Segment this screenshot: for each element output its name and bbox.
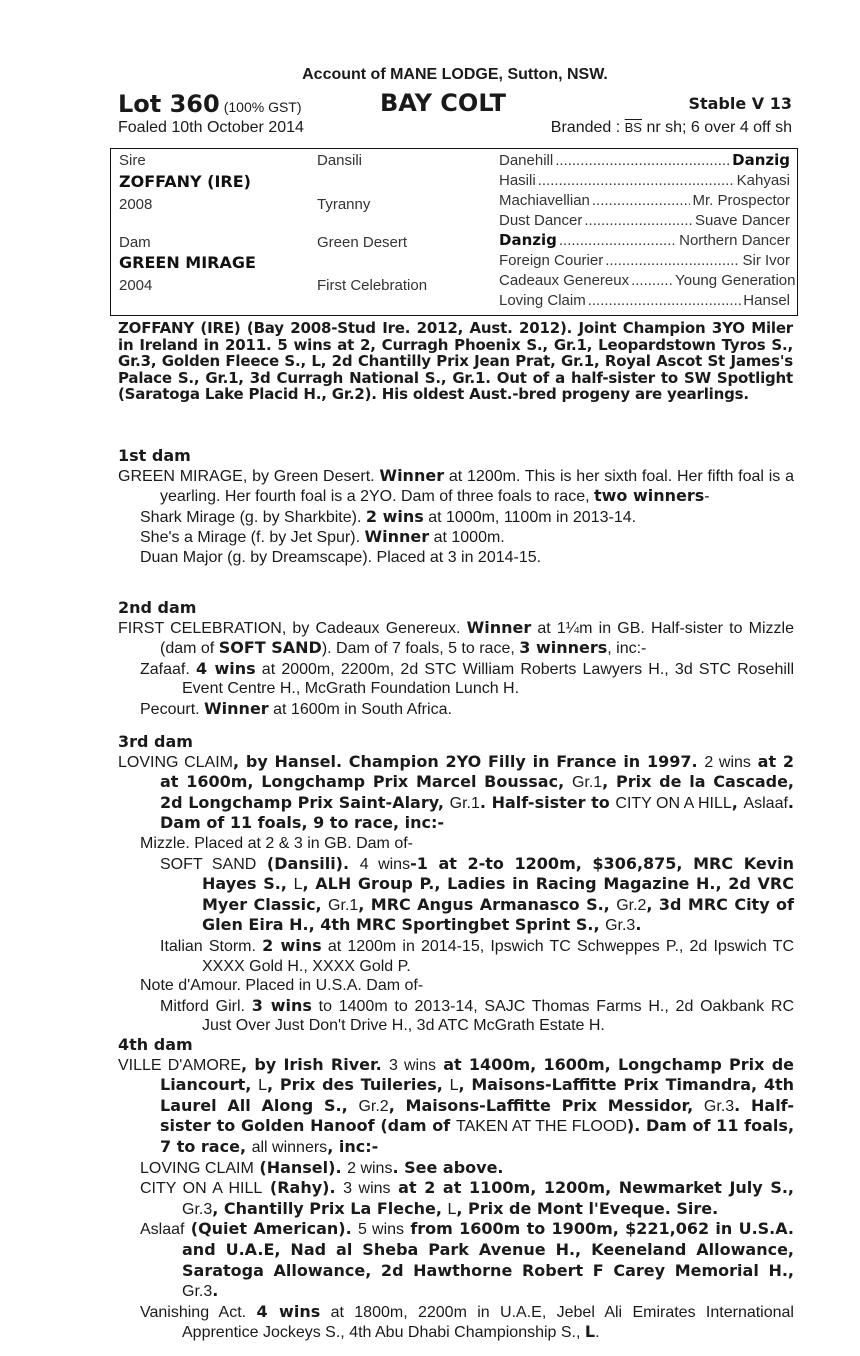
ancestor-row: [499, 271, 796, 290]
ancestor-row: [499, 291, 790, 310]
ancestor-row: [499, 191, 790, 210]
bold-segment: .: [212, 1281, 219, 1301]
ancestor-right: Mr. Prospector: [692, 192, 790, 209]
leader-dots: [631, 271, 673, 290]
text-segment: LOVING CLAIM: [140, 1159, 254, 1177]
text-segment: at 1000m.: [429, 529, 505, 547]
text-segment: L: [449, 1077, 459, 1095]
text-segment: all winners: [251, 1138, 328, 1156]
text-segment: , inc:-: [607, 640, 647, 658]
fourth-dam-foal-1: [118, 1158, 794, 1179]
text-segment: 3 wins: [388, 1056, 436, 1074]
bold-segment: Winner: [379, 465, 445, 485]
bold-segment: . See above.: [392, 1157, 504, 1177]
text-segment: Gr.2: [358, 1097, 389, 1115]
leader-dots: [588, 291, 742, 310]
bold-segment: , MRC Angus Armanasco S.,: [358, 894, 617, 914]
branded-detail: nr sh; 6 over 4 off sh: [646, 119, 792, 136]
branding: [551, 119, 792, 137]
first-dam-heading: 1st dam: [118, 446, 191, 465]
third-dam-grandfoal-3: [118, 996, 794, 1036]
bold-segment: Winner: [204, 698, 269, 718]
ancestor-left: Hasili: [499, 172, 536, 189]
ancestor-left: Loving Claim: [499, 292, 586, 309]
first-dam-para: [118, 466, 794, 507]
bold-segment: 4 wins: [196, 658, 256, 678]
bold-segment: 3 wins: [251, 995, 312, 1015]
ancestor-row: [499, 171, 790, 190]
bold-segment: . Dam of 11 foals, 9 to race, inc:-: [160, 792, 794, 833]
bold-segment: , Prix des Tuileries,: [267, 1075, 450, 1095]
bold-segment: at 2 at 1600m, Longchamp Prix Marcel Boussac,: [160, 751, 795, 792]
text-segment: Gr.3: [182, 1200, 213, 1218]
text-segment: at 1000m, 1100m in 2013-14.: [423, 508, 637, 526]
text-segment: at 1¼m in GB. Half-sister to Mizzle (dam of: [160, 619, 794, 658]
ancestor-right: Young Generation: [675, 272, 796, 289]
text-segment: 2 wins: [704, 753, 751, 771]
bold-segment: 2 wins: [262, 935, 322, 955]
fourth-dam-foal-3: [118, 1219, 794, 1301]
bold-segment: 2 wins: [365, 506, 424, 526]
text-segment: VILLE D'AMORE: [118, 1056, 241, 1074]
text-segment: Italian Storm.: [160, 937, 263, 955]
text-segment: ). Dam of 7 foals, 5 to race,: [321, 640, 520, 658]
fourth-dam-heading: 4th dam: [118, 1035, 193, 1054]
bold-segment: Winner: [364, 527, 430, 547]
text-segment: CITY ON A HILL: [140, 1180, 263, 1198]
ancestor-left: Dust Dancer: [499, 212, 583, 229]
text-segment: SOFT SAND: [160, 855, 257, 873]
leader-dots: [555, 151, 730, 170]
text-segment: Mitford Girl.: [160, 997, 252, 1015]
text-segment: Pecourt.: [140, 700, 205, 718]
leader-dots: [538, 171, 735, 190]
bold-segment: , ALH Group P., Ladies in Racing Magazine H., 2d VRC Myer Classic,: [202, 874, 794, 914]
bold-segment: at 1400m, 1600m, Longchamp Prix de Liancourt,: [160, 1054, 795, 1095]
ancestor-row: [499, 151, 790, 170]
text-segment: Aslaaf: [140, 1221, 185, 1239]
bold-segment: , Chantilly Prix La Fleche,: [212, 1198, 448, 1218]
ancestor-row: [499, 211, 790, 230]
text-segment: CITY ON A HILL: [615, 794, 732, 812]
bold-segment: from 1600m to 1900m, $221,062 in U.S.A. and U.A.E, Nad al Sheba Park Avenue H., Keeneland Allowance, Saratoga Allowance, 2d Hawthorne Robert F Carey Memorial H.,: [182, 1219, 795, 1280]
text-segment: FIRST CELEBRATION, by Cadeaux Genereux.: [118, 619, 467, 637]
sire-name: ZOFFANY (IRE): [119, 172, 251, 191]
dam-name: GREEN MIRAGE: [119, 253, 256, 272]
sire-summary: ZOFFANY (IRE) (Bay 2008-Stud Ire. 2012, Aust. 2012). Joint Champion 3YO Miler in Ireland in 2011. 5 wins at 2, Curragh Phoenix S., Gr.1, Leopardstown Tyros S., Gr.3, Golden Fleece S., L, 2d Chantilly Prix Jean Prat, Gr.1, Royal Ascot St James's Palace S., Gr.1, 3d Curragh National S., Gr.1. Out of a half-sister to SW Spotlight (Saratoga Lake Placid H., Gr.2). His oldest Aust.-bred progeny are yearlings.: [118, 319, 793, 403]
first-dam-foal-3: Duan Major (g. by Dreamscape). Placed at 3 in 2014-15.: [140, 548, 542, 566]
ancestor-left: Cadeaux Genereux: [499, 272, 630, 289]
bold-segment: , Maisons-Laffitte Prix Timandra, 4th Laurel All Along S.,: [160, 1075, 795, 1115]
bold-segment: , inc:-: [327, 1136, 379, 1156]
text-segment: to 1400m to 2013-14, SAJC Thomas Farms H., 2d Oakbank RC Just Over Just Don't Drive H., 3d ATC McGrath Estate H.: [202, 997, 794, 1035]
text-segment: LOVING CLAIM: [118, 753, 234, 771]
text-segment: GREEN MIRAGE, by Green Desert.: [118, 467, 380, 485]
leader-dots: [605, 251, 740, 270]
text-segment: L: [293, 876, 303, 894]
bold-segment: , 3d MRC City of Glen Eira H., 4th MRC Sportingbet Sprint S.,: [202, 894, 794, 935]
bold-segment: Winner: [466, 617, 532, 637]
first-dam-foal-2: [118, 527, 794, 548]
bold-segment: 3 winners: [519, 638, 608, 658]
bold-segment: , Prix de la Cascade, 2d Longchamp Prix Saint-Alary,: [160, 772, 795, 812]
gst-note: (100% GST): [223, 99, 302, 115]
bold-segment: L: [584, 1322, 596, 1342]
ancestor-row: [499, 251, 790, 270]
text-segment: at 1800m, 2200m in U.A.E, Jebel Ali Emirates International Apprentice Jockeys S., 4th Abu Dhabi Championship S.,: [182, 1303, 794, 1342]
text-segment: -: [704, 488, 710, 506]
bold-segment: , by Irish River.: [241, 1054, 389, 1074]
second-dam-foal-2: [118, 699, 794, 720]
text-segment: 5 wins: [357, 1221, 405, 1239]
fourth-dam-section: [118, 1035, 794, 1343]
text-segment: Gr.3: [182, 1283, 213, 1301]
bold-segment: -1 at 2-to 1200m, $306,875, MRC Kevin Hayes S.,: [202, 853, 794, 894]
text-segment: at 1200m. This is her sixth foal. Her fifth foal is a yearling. Her fourth foal is a 2YO. Dam of three foals to race,: [160, 467, 795, 506]
bold-segment: , by Hansel. Champion 2YO Filly in France in 1997.: [233, 751, 705, 771]
dam-dam: First Celebration: [317, 277, 428, 294]
leader-dots: [559, 231, 677, 250]
text-segment: Gr.1: [449, 794, 480, 812]
lot-description: BAY COLT: [380, 89, 507, 117]
second-dam-section: [118, 598, 794, 720]
text-segment: L: [447, 1200, 457, 1218]
text-segment: TAKEN AT THE FLOOD: [455, 1118, 627, 1136]
ancestor-right: Danzig: [732, 151, 790, 169]
text-segment: Gr.1: [571, 774, 603, 792]
bold-segment: (Hansel).: [253, 1157, 348, 1177]
text-segment: Vanishing Act.: [140, 1303, 257, 1321]
third-dam-foal-note: Note d'Amour. Placed in U.S.A. Dam of-: [140, 977, 424, 995]
dam-label: Dam: [119, 234, 151, 251]
third-dam-heading: 3rd dam: [118, 732, 193, 751]
ancestor-right: Sir Ivor: [742, 252, 790, 269]
text-segment: 4 wins: [359, 855, 411, 873]
leader-dots: [592, 191, 691, 210]
lot-number: Lot 360: [118, 90, 220, 118]
text-segment: Gr.1: [328, 896, 359, 914]
bold-segment: ). Dam of 11 foals, 7 to race,: [160, 1116, 795, 1156]
bold-segment: SOFT SAND: [218, 638, 322, 658]
sire-label: Sire: [119, 152, 146, 169]
text-segment: L: [258, 1077, 268, 1095]
dam-year: 2004: [119, 277, 153, 294]
bold-segment: two winners: [593, 486, 705, 506]
foaling-info: [118, 119, 792, 137]
text-segment: 2 wins: [347, 1159, 393, 1177]
lot-number-group: [118, 90, 302, 118]
ancestor-right: Hansel: [743, 292, 790, 309]
lot-header: [118, 90, 792, 120]
bold-segment: . Half-sister to: [479, 792, 616, 812]
text-segment: Gr.3: [703, 1097, 735, 1115]
ancestor-left: Foreign Courier: [499, 252, 604, 269]
sire-sire: Dansili: [317, 152, 363, 169]
bold-segment: , Prix de Mont l'Eveque. Sire.: [456, 1198, 719, 1218]
bold-segment: (Dansili).: [256, 853, 360, 873]
bold-segment: (Rahy).: [262, 1178, 344, 1198]
bold-segment: . Half-sister to Golden Hanoof (dam of: [160, 1095, 795, 1136]
second-dam-para: [118, 618, 794, 659]
ancestor-right: Suave Dancer: [694, 212, 790, 229]
ancestor-right: Northern Dancer: [679, 232, 790, 249]
fourth-dam-para: [118, 1055, 794, 1158]
first-dam-foal-1: [118, 507, 794, 528]
bold-segment: .: [635, 915, 642, 935]
text-segment: 3 wins: [343, 1180, 391, 1198]
text-segment: Shark Mirage (g. by Sharkbite).: [140, 508, 366, 526]
ancestor-left: Danehill: [499, 152, 554, 169]
third-dam-para: [118, 752, 794, 834]
text-segment: .: [595, 1324, 600, 1342]
sire-dam: Tyranny: [317, 196, 371, 213]
third-dam-section: [118, 732, 794, 1036]
text-segment: Aslaaf: [743, 794, 788, 812]
text-segment: She's a Mirage (f. by Jet Spur).: [140, 529, 365, 547]
leader-dots: [584, 211, 693, 230]
first-dam-section: [118, 446, 794, 568]
dam-sire: Green Desert: [317, 234, 408, 251]
text-segment: at 1200m in 2014-15, Ipswich TC Schweppes P., 2d Ipswich TC XXXX Gold H., XXXX Gold P.: [202, 937, 795, 975]
pedigree-table: [110, 148, 798, 316]
stable-number: Stable V 13: [688, 94, 792, 113]
third-dam-foal-mizzle: Mizzle. Placed at 2 & 3 in GB. Dam of-: [140, 834, 413, 852]
fourth-dam-foal-2: [118, 1178, 794, 1219]
branded-label: Branded :: [550, 119, 621, 136]
second-dam-heading: 2nd dam: [118, 598, 197, 617]
text-segment: at 1600m in South Africa.: [268, 700, 452, 718]
third-dam-grandfoal-1: [118, 854, 794, 936]
fourth-dam-foal-4: [118, 1302, 794, 1343]
text-segment: Gr.3: [605, 917, 636, 935]
brand-mark-icon: $\overline{BS}$: [624, 120, 642, 135]
sire-year: 2008: [119, 196, 153, 213]
ancestor-left: Machiavellian: [499, 192, 590, 209]
second-dam-foal-1: [118, 659, 794, 699]
text-segment: Gr.2: [616, 896, 647, 914]
ancestor-left: Danzig: [499, 231, 557, 249]
bold-segment: 4 wins: [256, 1301, 321, 1321]
ancestor-right: Kahyasi: [736, 172, 790, 189]
text-segment: at 2000m, 2200m, 2d STC William Roberts Lawyers H., 3d STC Rosehill Event Centre H., McGrath Foundation Lunch H.: [182, 660, 795, 698]
account-line: Account of MANE LODGE, Sutton, NSW.: [302, 66, 608, 83]
ancestor-row: [499, 231, 790, 250]
third-dam-grandfoal-2: [118, 936, 794, 976]
text-segment: Zafaaf.: [140, 660, 196, 678]
bold-segment: (Quiet American).: [184, 1219, 358, 1239]
bold-segment: at 2 at 1100m, 1200m, Newmarket July S.,: [390, 1178, 794, 1198]
bold-segment: ,: [731, 792, 744, 812]
foaled-date: Foaled 10th October 2014: [118, 119, 304, 136]
bold-segment: , Maisons-Laffitte Prix Messidor,: [388, 1095, 704, 1115]
